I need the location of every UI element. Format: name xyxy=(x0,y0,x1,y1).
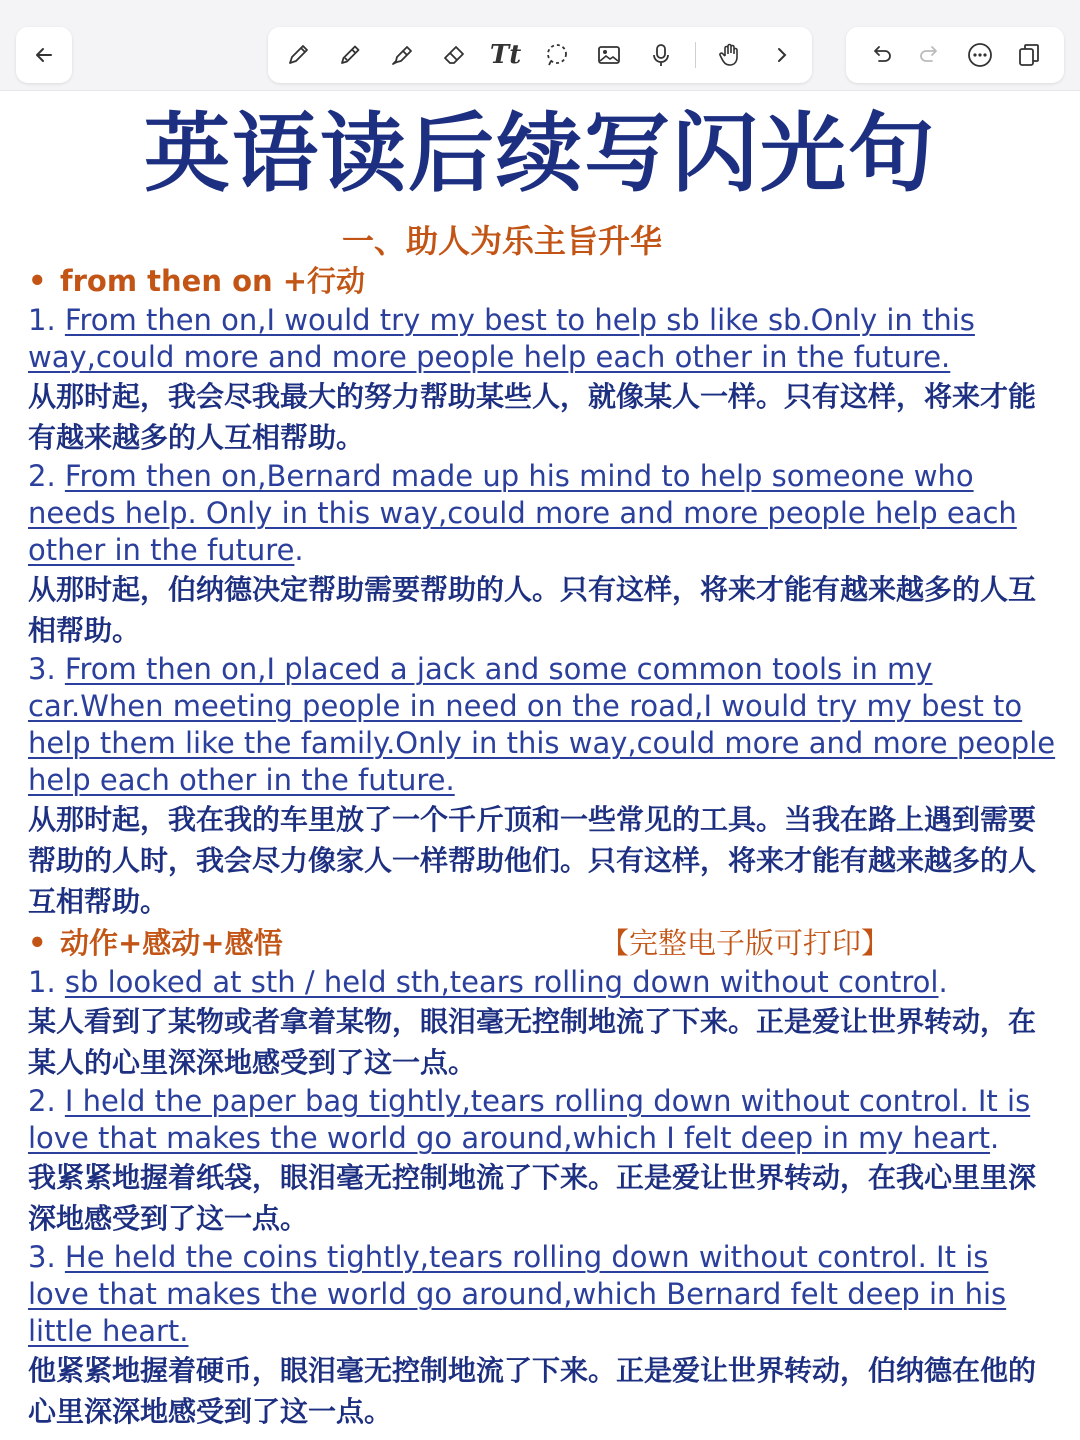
image-icon[interactable] xyxy=(591,37,627,73)
lasso-icon[interactable] xyxy=(539,37,575,73)
pencil-icon[interactable] xyxy=(332,37,368,73)
english-sentence: 3. He held the coins tightly,tears rolling down without control. It is love that makes the world go around,which Bernard felt deep in his little heart. xyxy=(28,1240,1007,1348)
eraser-icon[interactable] xyxy=(436,37,472,73)
undo-icon[interactable] xyxy=(863,37,899,73)
bullet-label: from then on +行动 xyxy=(60,264,366,298)
bullet-heading-1 xyxy=(28,260,1058,302)
chinese-translation: 他紧紧地握着硬币，眼泪毫无控制地流了下来。正是爱让世界转动，伯纳德在他的心里深深地感受到了这一点。 xyxy=(28,1354,1037,1428)
highlighter-icon[interactable] xyxy=(384,37,420,73)
bullet-dot: • xyxy=(28,264,47,298)
english-sentence: 2. I held the paper bag tightly,tears rolling down without control. It is love that makes the world go around,which I felt deep in my heart. xyxy=(28,1084,1031,1155)
english-sentence: 1. From then on,I would try my best to help sb like sb.Only in this way,could more and more people help each other in the future. xyxy=(28,303,975,374)
document-content xyxy=(28,260,1058,1432)
chinese-translation: 从那时起，我在我的车里放了一个千斤顶和一些常见的工具。当我在路上遇到需要帮助的人时，我会尽力像家人一样帮助他们。只有这样，将来才能有越来越多的人互相帮助。 xyxy=(28,803,1037,918)
sentence-item xyxy=(28,302,1058,458)
section-heading: 一、助人为乐主旨升华 xyxy=(341,222,662,260)
chinese-translation: 某人看到了某物或者拿着某物，眼泪毫无控制地流了下来。正是爱让世界转动，在某人的心里深深地感受到了这一点。 xyxy=(28,1005,1037,1079)
redo-icon[interactable] xyxy=(912,37,948,73)
bullet-heading-2 xyxy=(28,922,1058,964)
english-sentence: 1. sb looked at sth / held sth,tears rolling down without control. xyxy=(28,965,948,999)
english-sentence: 2. From then on,Bernard made up his mind to help someone who needs help. Only in this way,could more and more people help each other in the future. xyxy=(28,459,1017,567)
back-button[interactable] xyxy=(16,27,72,83)
text-icon[interactable]: Tt xyxy=(489,40,522,70)
sentence-item xyxy=(28,1239,1058,1432)
page-title: 英语读后续写闪光句 xyxy=(144,104,936,204)
hand-icon[interactable] xyxy=(712,37,748,73)
toolbar-divider xyxy=(695,42,696,68)
bullet-dot: • xyxy=(28,926,47,960)
more-icon[interactable] xyxy=(962,37,998,73)
chinese-translation: 从那时起，我会尽我最大的努力帮助某些人，就像某人一样。只有这样，将来才能有越来越多的人互相帮助。 xyxy=(28,380,1037,454)
top-toolbar xyxy=(0,0,1080,91)
bullet-label: 动作+感动+感悟 xyxy=(60,926,283,960)
english-sentence: 3. From then on,I placed a jack and some common tools in my car.When meeting people in need on the road,I would try my best to help them like the family.Only in this way,could more and more people help each other in the future. xyxy=(28,652,1056,797)
document-actions xyxy=(846,27,1064,83)
arrow-left-icon xyxy=(26,37,62,73)
sentence-item xyxy=(28,458,1058,651)
sentence-item xyxy=(28,964,1058,1083)
sentence-item xyxy=(28,651,1058,922)
tool-palette xyxy=(268,27,812,83)
pages-icon[interactable] xyxy=(1011,37,1047,73)
sentence-item xyxy=(28,1083,1058,1239)
pen-icon[interactable] xyxy=(280,37,316,73)
microphone-icon[interactable] xyxy=(643,37,679,73)
chevron-right-icon[interactable] xyxy=(764,37,800,73)
print-note: 【完整电子版可打印】 xyxy=(600,926,891,960)
chinese-translation: 从那时起，伯纳德决定帮助需要帮助的人。只有这样，将来才能有越来越多的人互相帮助。 xyxy=(28,573,1037,647)
chinese-translation: 我紧紧地握着纸袋，眼泪毫无控制地流了下来。正是爱让世界转动，在我心里里深深地感受到了这一点。 xyxy=(28,1161,1037,1235)
